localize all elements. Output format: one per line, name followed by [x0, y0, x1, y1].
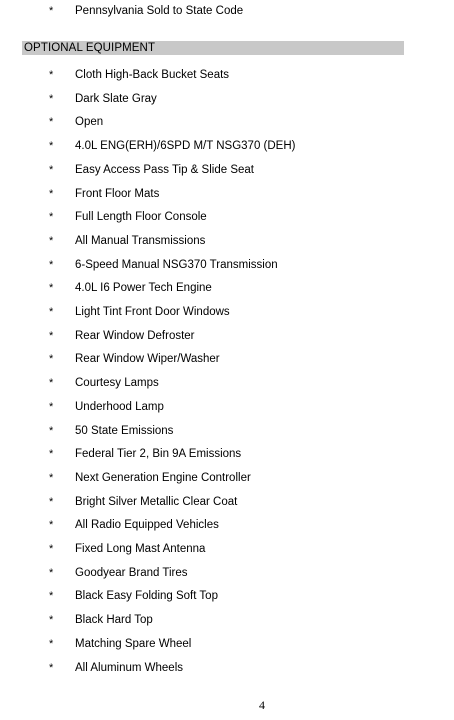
list-item: [0, 541, 454, 557]
bullet-marker: *: [49, 353, 54, 366]
list-item: [0, 423, 454, 439]
list-item: [0, 660, 454, 676]
list-item: [0, 612, 454, 628]
list-item-text: 6-Speed Manual NSG370 Transmission: [75, 258, 278, 271]
list-item: [0, 399, 454, 415]
list-item-text: Black Hard Top: [75, 614, 153, 627]
list-item: [0, 517, 454, 533]
bullet-marker: *: [49, 116, 54, 129]
list-item-text: Federal Tier 2, Bin 9A Emissions: [75, 448, 242, 461]
list-item-text: Easy Access Pass Tip & Slide Seat: [75, 163, 254, 176]
list-item-text: 4.0L I6 Power Tech Engine: [75, 282, 212, 295]
bullet-marker: *: [49, 211, 54, 224]
list-item: [0, 565, 454, 581]
list-item: [0, 3, 454, 19]
list-item-text: Next Generation Engine Controller: [75, 471, 251, 484]
list-item: [0, 328, 454, 344]
bullet-marker: *: [49, 234, 54, 247]
bullet-marker: *: [49, 258, 54, 271]
list-item: [0, 494, 454, 510]
list-item: [0, 186, 454, 202]
list-item-text: All Manual Transmissions: [75, 234, 206, 247]
bullet-marker: *: [49, 566, 54, 579]
list-item-text: 50 State Emissions: [75, 424, 174, 437]
list-item: [0, 257, 454, 273]
list-item-text: All Radio Equipped Vehicles: [75, 519, 219, 532]
list-item-text: Goodyear Brand Tires: [75, 566, 188, 579]
list-item-text: Open: [75, 116, 104, 129]
bullet-marker: *: [49, 637, 54, 650]
page-number: 4: [259, 698, 265, 712]
list-item: [0, 375, 454, 391]
list-item: [0, 138, 454, 154]
bullet-marker: *: [49, 163, 54, 176]
list-item-text: Rear Window Wiper/Washer: [75, 353, 220, 366]
bullet-marker: *: [49, 519, 54, 532]
list-item: [0, 446, 454, 462]
section-title: OPTIONAL EQUIPMENT: [24, 42, 156, 54]
list-item-text: Underhood Lamp: [75, 400, 164, 413]
list-item-text: Courtesy Lamps: [75, 377, 159, 390]
bullet-marker: *: [49, 69, 54, 81]
bullet-marker: *: [49, 614, 54, 627]
bullet-marker: *: [49, 424, 54, 437]
list-item-text: Light Tint Front Door Windows: [75, 306, 230, 318]
bullet-marker: *: [49, 661, 54, 674]
bullet-marker: *: [49, 187, 54, 200]
list-item: [0, 91, 454, 107]
list-item-text: Fixed Long Mast Antenna: [75, 543, 206, 555]
bullet-marker: *: [49, 495, 54, 508]
list-item: [0, 233, 454, 249]
bullet-marker: *: [49, 92, 54, 105]
list-item-text: Cloth High-Back Bucket Seats: [75, 69, 230, 81]
list-item: [0, 588, 454, 604]
bullet-marker: *: [49, 5, 54, 17]
bullet-marker: *: [49, 543, 54, 555]
list-item: [0, 470, 454, 486]
bullet-marker: *: [49, 590, 54, 603]
list-item-text: Front Floor Mats: [75, 187, 160, 200]
list-item-text: 4.0L ENG(ERH)/6SPD M/T NSG370 (DEH): [75, 140, 296, 153]
bullet-marker: *: [49, 471, 54, 484]
list-item-text: All Aluminum Wheels: [75, 661, 184, 674]
list-item: [0, 351, 454, 367]
list-item-text: Matching Spare Wheel: [75, 637, 192, 650]
list-item: [0, 636, 454, 652]
section-header: [22, 41, 404, 55]
bullet-marker: *: [49, 306, 54, 318]
bullet-marker: *: [49, 377, 54, 390]
list-item-text: Dark Slate Gray: [75, 92, 157, 105]
list-item: [0, 280, 454, 296]
list-item: [0, 209, 454, 225]
bullet-marker: *: [49, 329, 54, 342]
bullet-marker: *: [49, 400, 54, 413]
list-item-text: Rear Window Defroster: [75, 329, 195, 342]
list-item: [0, 114, 454, 130]
list-item: [0, 304, 454, 320]
list-item-text: Bright Silver Metallic Clear Coat: [75, 495, 238, 508]
list-item-text: Black Easy Folding Soft Top: [75, 590, 218, 603]
list-item: [0, 67, 454, 83]
list-item: [0, 162, 454, 178]
list-item-text: Full Length Floor Console: [75, 211, 207, 224]
bullet-marker: *: [49, 448, 54, 461]
list-item-text: Pennsylvania Sold to State Code: [75, 5, 244, 17]
bullet-marker: *: [49, 282, 54, 295]
bullet-marker: *: [49, 140, 54, 153]
